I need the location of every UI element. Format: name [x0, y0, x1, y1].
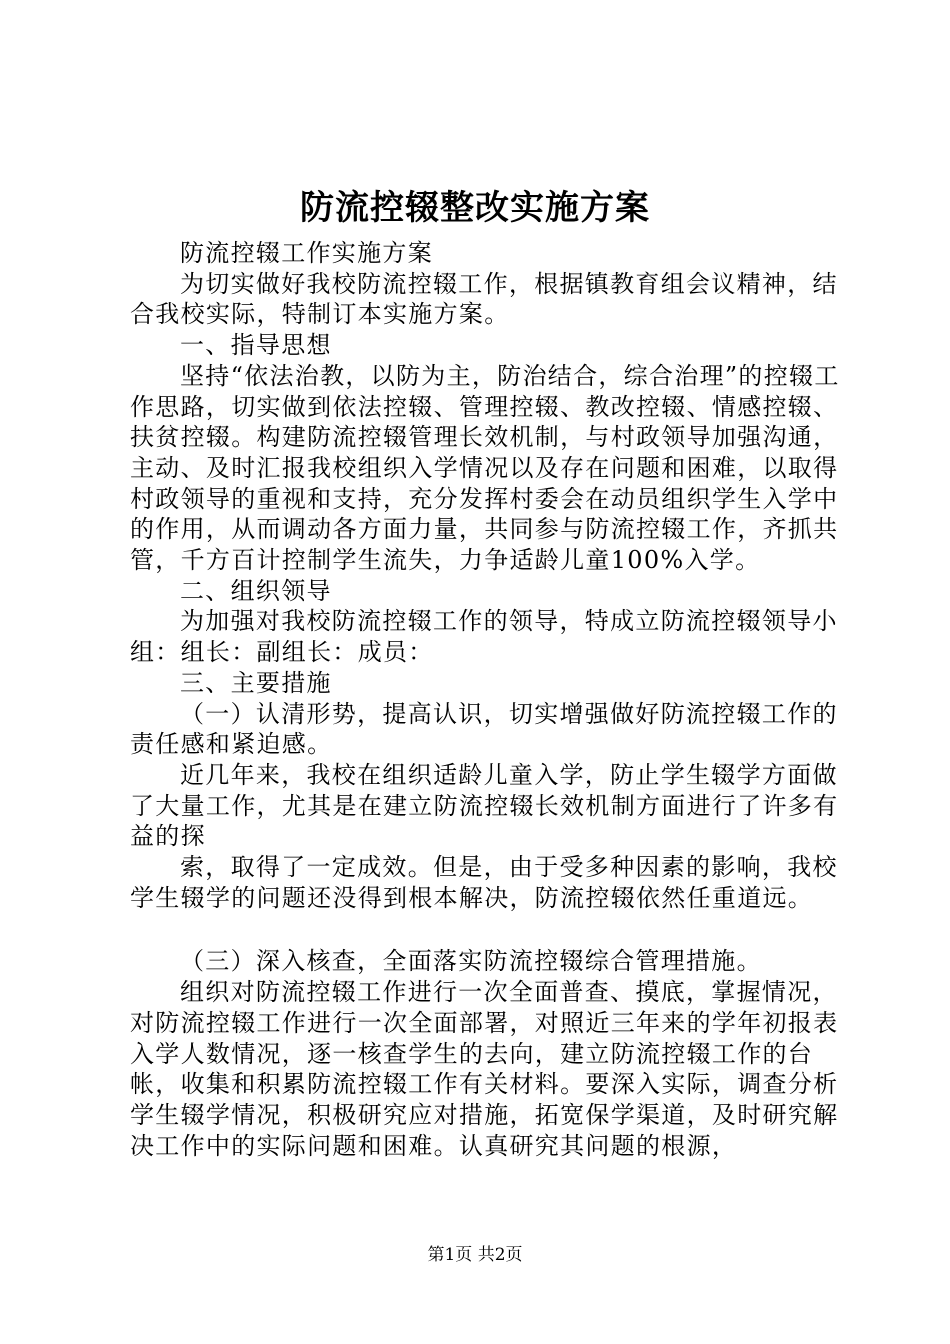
section-heading-organization: 二、组织领导: [180, 576, 332, 605]
subheading-measure-three: （三）深入核查，全面落实防流控辍综合管理措施。: [180, 947, 762, 976]
paragraph-intro: 为切实做好我校防流控辍工作，根据镇教育组会议精神，结合我校实际，特制订本实施方案。: [130, 269, 838, 329]
paragraph-subtitle: 防流控辍工作实施方案: [180, 239, 433, 267]
document-body: [130, 238, 850, 1161]
paragraph-results: 索，取得了一定成效。但是，由于受多种因素的影响，我校学生辍学的问题还没得到根本解决，防流控辍依然任重道远。: [130, 853, 838, 912]
document-title: 防流控辍整改实施方案: [300, 188, 650, 228]
section-heading-guiding-thought: 一、指导思想: [180, 331, 332, 360]
paragraph-gap: [130, 913, 850, 946]
paragraph-investigation: 组织对防流控辍工作进行一次全面普查、摸底，掌握情况，对防流控辍工作进行一次全面部署，对照近三年来的学年初报表入学人数情况，逐一核查学生的去向，建立防流控辍工作的台帐，收集和积累防流控辍工作有关材料。要深入实际，调查分析学生辍学情况，积极研究应对措施，拓宽保学渠道，及时研究解决工作中的实际问题和困难。认真研究其问题的根源，: [130, 978, 839, 1160]
paragraph-organization: 为加强对我校防流控辍工作的领导，特成立防流控辍领导小组：组长：副组长：成员：: [130, 607, 838, 667]
paragraph-guiding-thought: 坚持“依法治教，以防为主，防治结合，综合治理”的控辍工作思路，切实做到依法控辍、管理控辍、教改控辍、情感控辍、扶贫控辍。构建防流控辍管理长效机制，与村政领导加强沟通，主动、及时汇报我校组织入学情况以及存在问题和困难，以取得村政领导的重视和支持，充分发挥村委会在动员组织学生入学中的作用，从而调动各方面力量，共同参与防流控辍工作，齐抓共管，千方百计控制学生流失，力争适龄儿童100%入学。: [130, 361, 840, 575]
section-heading-measures: 三、主要措施: [180, 668, 332, 697]
paragraph-recent-years: 近几年来，我校在组织适龄儿童入学，防止学生辍学方面做了大量工作，尤其是在建立防流控辍长效机制方面进行了许多有益的探: [130, 760, 839, 851]
page-footer: 第1页 共2页: [427, 1245, 523, 1265]
subheading-measure-one: （一）认清形势，提高认识，切实增强做好防流控辍工作的责任感和紧迫感。: [130, 699, 838, 759]
